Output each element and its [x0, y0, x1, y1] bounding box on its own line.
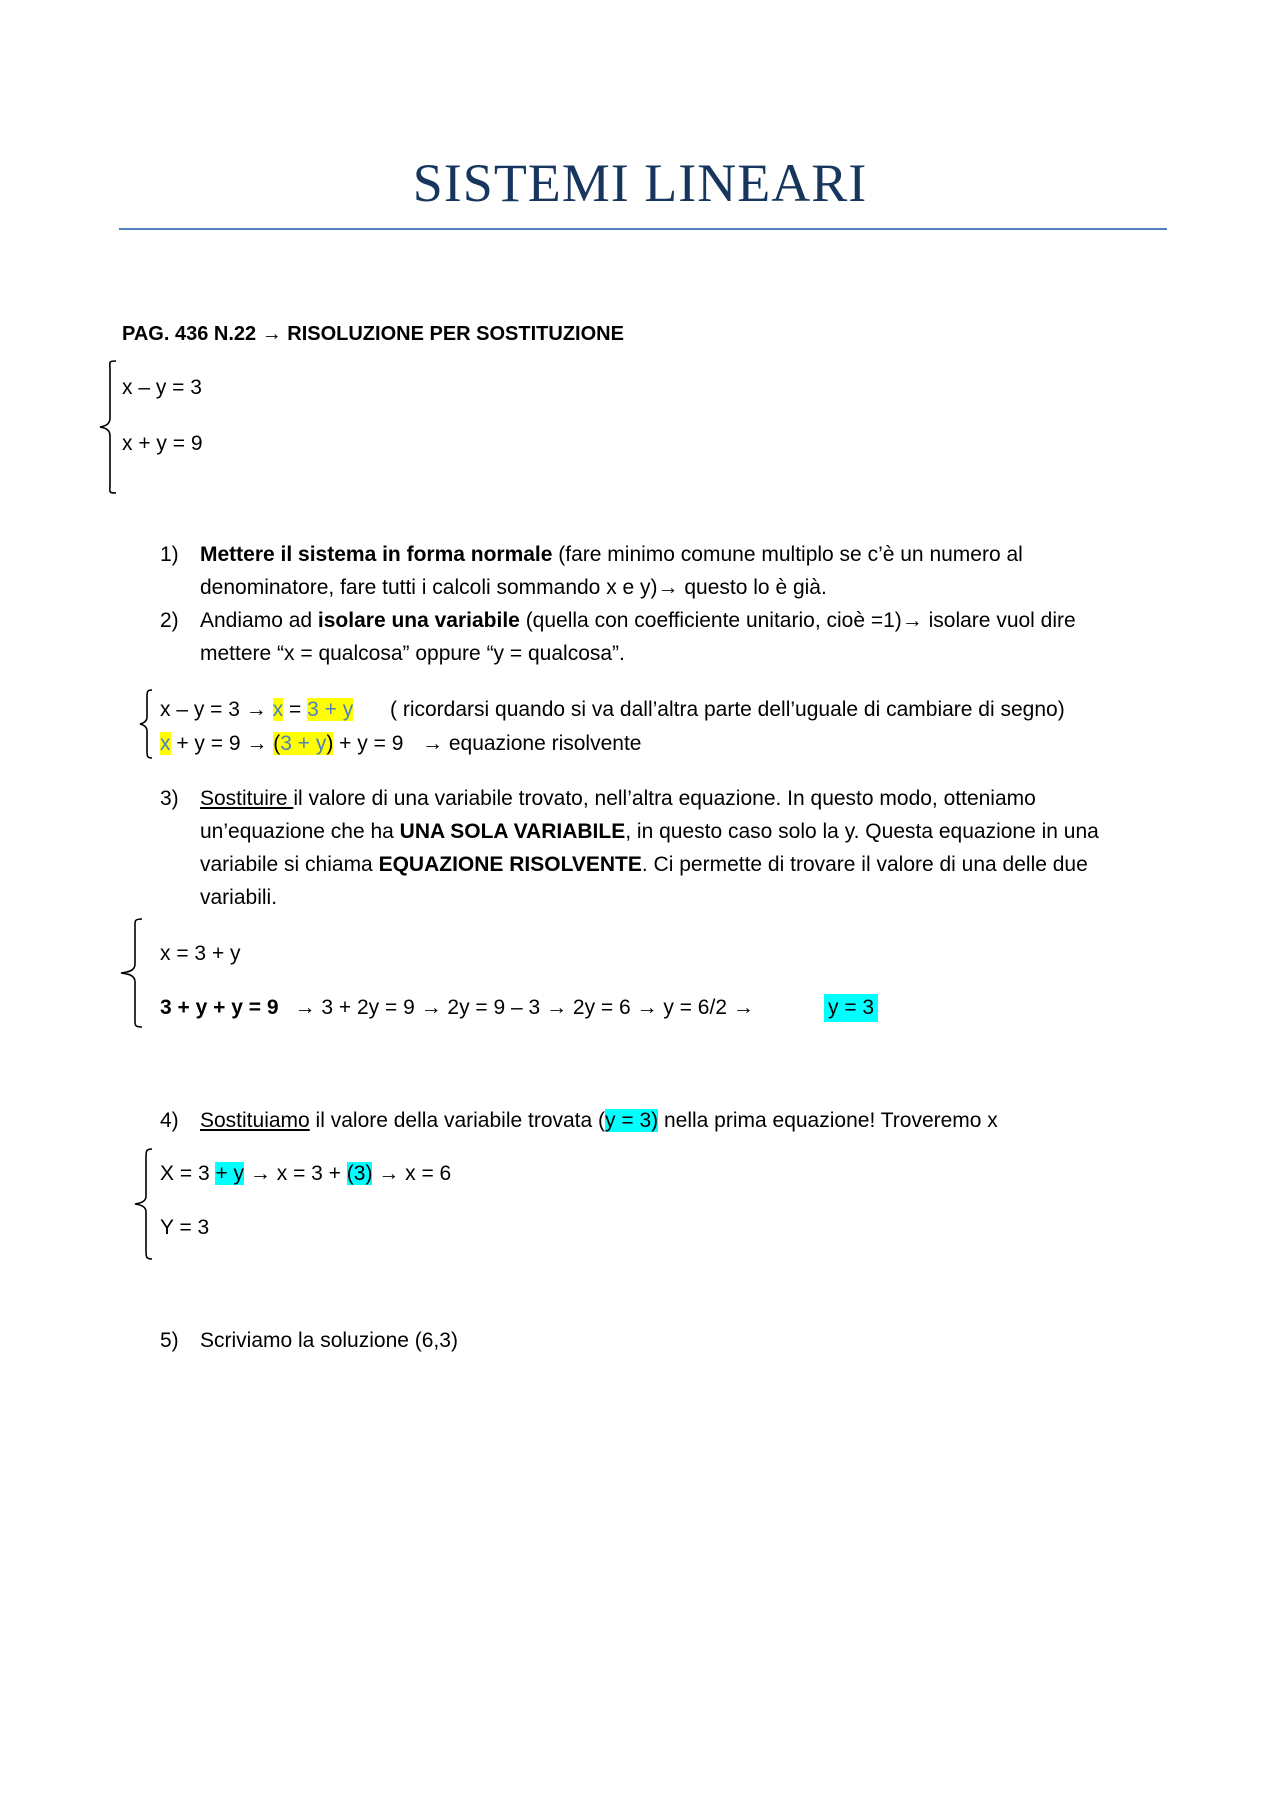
step-3-number: 3): [160, 787, 179, 810]
step-2-line2: mettere “x = qualcosa” oppure “y = qualcosa”.: [200, 642, 625, 665]
step-3-line4: variabili.: [200, 886, 278, 909]
step-3-line1: il valore di una variabile trovato, nell’altra equazione. In questo modo, otteniamo: [293, 787, 1036, 810]
step-1-text: (fare minimo comune multiplo se c’è un numero al: [552, 543, 1023, 566]
step-2-bold: isolare una variabile: [317, 609, 520, 632]
page-title: SISTEMI LINEARI: [412, 153, 868, 213]
step-3-line2-bold: UNA SOLA VARIABILE: [399, 820, 626, 843]
system2-row1: [160, 696, 353, 724]
system2-row2-mid: + y = 9 →: [170, 732, 274, 755]
step-5-number: 5): [160, 1329, 179, 1352]
solution-text: Scriviamo la soluzione (6,3): [200, 1329, 458, 1352]
step-4-highlight: y = 3): [605, 1109, 659, 1132]
highlight-expr: 3 + y: [307, 698, 354, 721]
step-2-pre: Andiamo ad: [200, 609, 318, 632]
system2-row1-pre: x – y = 3 →: [160, 698, 273, 721]
result-y: y = 3: [824, 994, 878, 1022]
step-2-text: (quella con coefficiente unitario, cioè =1)→ isolare vuol dire: [519, 609, 1076, 632]
step-4-text2: nella prima equazione! Troveremo x: [658, 1109, 998, 1132]
resolvent-note: → equazione risolvente: [422, 732, 642, 755]
system1-brace: [98, 360, 118, 495]
title-underline: [119, 228, 1167, 230]
system2-row2-tail: + y = 9: [333, 732, 404, 755]
system2-row2: [160, 730, 403, 758]
highlight-three: (3): [346, 1162, 373, 1185]
highlight-plus-y: + y: [215, 1162, 245, 1185]
sign-note: ( ricordarsi quando si va dall’altra parte dell’uguale di cambiare di segno): [390, 698, 1065, 721]
resolvent-equation: 3 + y + y = 9: [160, 996, 279, 1019]
step-3-line2-rest: , in questo caso solo la y. Questa equazione in una: [625, 820, 1099, 843]
step-3-line3-rest: . Ci permette di trovare il valore di una delle due: [641, 853, 1088, 876]
system2-row1-eq: =: [283, 698, 308, 721]
step-3-line2-pre: un’equazione che ha: [200, 820, 400, 843]
step-2-number: 2): [160, 609, 179, 632]
step-4-number: 4): [160, 1109, 179, 1132]
system4-row1-tail: → x = 6: [372, 1162, 452, 1185]
exercise-header: PAG. 436 N.22 → RISOLUZIONE PER SOSTITUZIONE: [122, 323, 624, 345]
system2-brace: [138, 689, 154, 759]
system4-row1-mid: → x = 3 +: [244, 1162, 347, 1185]
system1-eq1: x – y = 3: [122, 376, 202, 399]
step-4-text1: il valore della variabile trovata (: [309, 1109, 606, 1132]
system4-row1-pre: X = 3: [160, 1162, 216, 1185]
step-4-underlined: Sostituiamo: [200, 1109, 310, 1132]
system3-row2: [160, 994, 754, 1022]
step-3-line3-pre: variabile si chiama: [200, 853, 379, 876]
system1-eq2: x + y = 9: [122, 432, 203, 455]
step-1-number: 1): [160, 543, 179, 566]
step-1-bold: Mettere il sistema in forma normale: [200, 543, 553, 566]
highlight-x2: x: [160, 732, 171, 755]
step-1-line2: denominatore, fare tutti i calcoli sommando x e y)→ questo lo è già.: [200, 576, 827, 599]
system4-brace: [132, 1148, 154, 1260]
step-3-line3-bold: EQUAZIONE RISOLVENTE: [378, 853, 642, 876]
step-3-underlined: Sostituire: [200, 787, 294, 810]
solving-steps: → 3 + 2y = 9 → 2y = 9 – 3 → 2y = 6 → y = 6/2 →: [294, 996, 754, 1019]
highlight-substitution: (3 + y): [273, 732, 334, 755]
highlight-x: x: [272, 698, 284, 721]
system4-row2: Y = 3: [160, 1216, 210, 1239]
system4-row1: [160, 1160, 451, 1188]
system3-brace: [116, 918, 144, 1028]
system3-row1: x = 3 + y: [160, 942, 241, 965]
